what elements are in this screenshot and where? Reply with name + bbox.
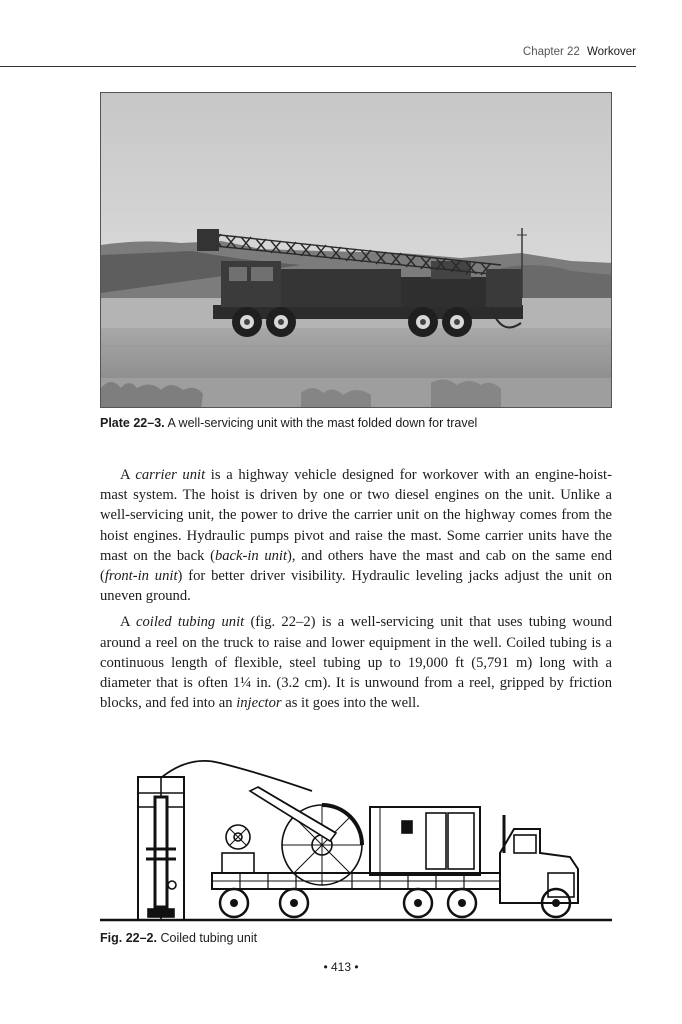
well-servicing-unit-photo (101, 93, 612, 408)
italic-term: front-in unit (104, 568, 178, 585)
page-number: • 413 • (323, 960, 359, 974)
plate-caption-text: A well-servicing unit with the mast folded down for travel (167, 416, 478, 430)
text-run: A (120, 467, 136, 483)
plate-label: Plate 22–3. (100, 416, 165, 430)
header-rule (0, 66, 636, 67)
italic-term: carrier unit (135, 467, 206, 483)
paragraph-coiled-tubing (100, 612, 612, 713)
figure-coiled-tubing-unit (100, 757, 612, 925)
running-head (523, 46, 636, 58)
text-run: ), and others have the mast and cab on the same end ( (100, 547, 612, 585)
text-run: as it goes into the well. (281, 695, 420, 712)
text-run: A (120, 614, 136, 631)
paragraph-carrier-unit (100, 465, 612, 606)
coiled-tubing-unit-drawing (100, 757, 612, 925)
text-run: (fig. 22–2) is a well-servicing unit that uses tubing wound around a reel on the truck to raise and lower equipment in the well. Coiled tubing is a continuous length of flexible, steel tubing up to 19,000 ft (5,791 m) long with a diameter that is often 1¼ in. (3.2 cm). It is unwound from a reel, gripped by friction blocks, and fed into an (100, 614, 612, 712)
running-head-chapter: Chapter 22 (522, 46, 580, 58)
text-run: is a highway vehicle designed for workover with an engine-hoist-mast system. The hoist is driven by one or two diesel engines on the unit. Unlike a well-servicing unit, the power to drive the carrier unit on the highway comes from the hoist engines. Hydraulic pumps pivot and raise the mast. Some carrier units have the mast on the back ( (100, 467, 612, 564)
plate-photo (100, 92, 612, 408)
italic-term: injector (236, 695, 282, 712)
body-text (100, 465, 612, 713)
figure-caption (100, 931, 257, 945)
italic-term: back-in unit (214, 547, 288, 564)
italic-term: coiled tubing unit (136, 614, 245, 631)
plate-caption (100, 416, 477, 430)
text-run: ) for better driver visibility. Hydraulic leveling jacks adjust the unit on uneven ground. (100, 568, 613, 605)
figure-caption-text: Coiled tubing unit (160, 931, 258, 945)
figure-label: Fig. 22–2. (100, 931, 157, 945)
running-head-section: Workover (587, 46, 636, 58)
